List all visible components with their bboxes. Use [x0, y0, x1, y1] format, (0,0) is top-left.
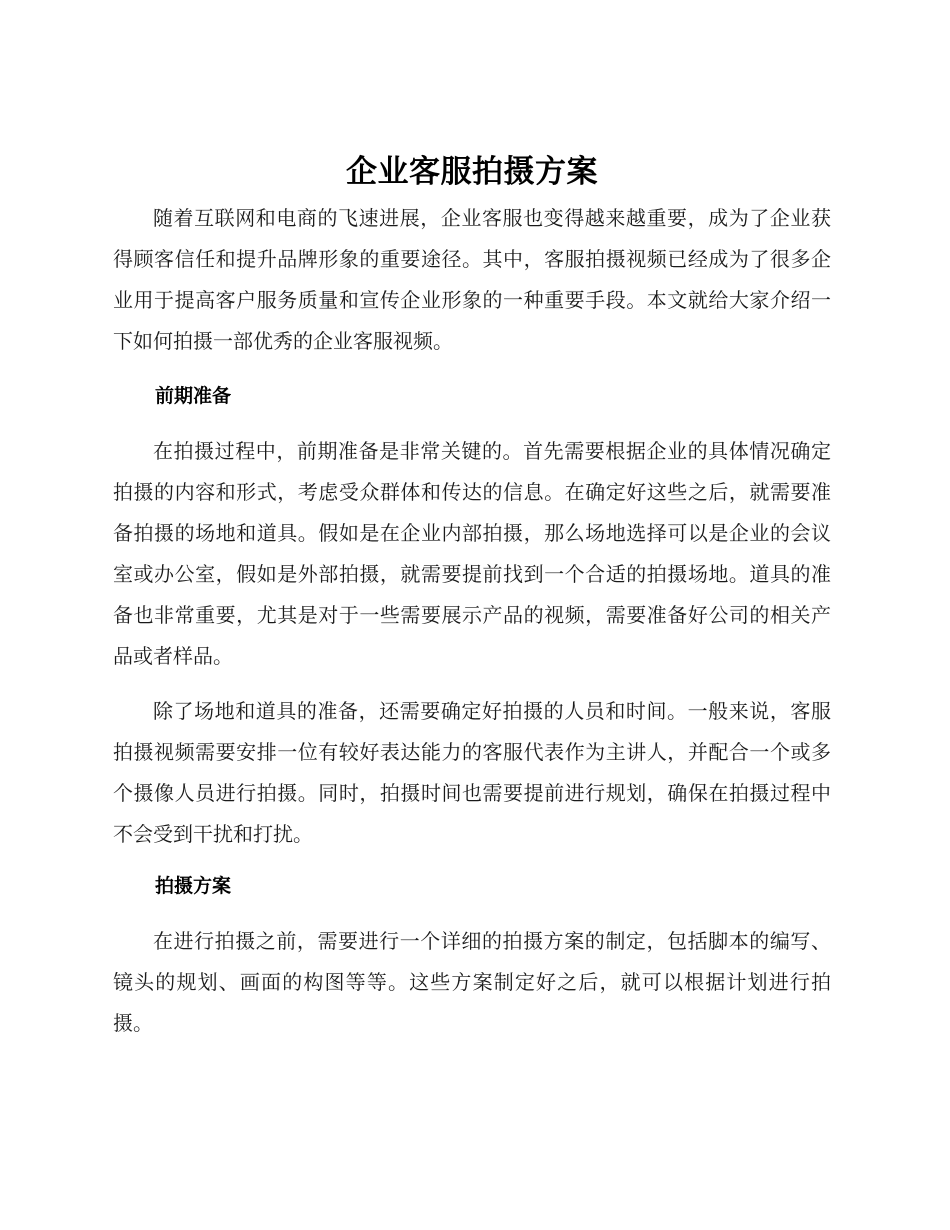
preparation-paragraph-2: 除了场地和道具的准备，还需要确定好拍摄的人员和时间。一般来说，客服拍摄视频需要安排一位有较好表达能力的客服代表作为主讲人，并配合一个或多个摄像人员进行拍摄。同时，拍摄时间也需要提前进行规划，确保在拍摄过程中不会受到干扰和打扰。	[113, 699, 831, 846]
document-body	[113, 152, 831, 1044]
preparation-paragraph-1: 在拍摄过程中，前期准备是非常关键的。首先需要根据企业的具体情况确定拍摄的内容和形式，考虑受众群体和传达的信息。在确定好这些之后，就需要准备拍摄的场地和道具。假如是在企业内部拍摄，那么场地选择可以是企业的会议室或办公室，假如是外部拍摄，就需要提前找到一个合适的拍摄场地。道具的准备也非常重要，尤其是对于一些需要展示产品的视频，需要准备好公司的相关产品或者样品。	[113, 439, 831, 668]
shooting-plan-paragraph-1: 在进行拍摄之前，需要进行一个详细的拍摄方案的制定，包括脚本的编写、镜头的规划、画面的构图等等。这些方案制定好之后，就可以根据计划进行拍摄。	[113, 929, 831, 1035]
intro-paragraph: 随着互联网和电商的飞速进展，企业客服也变得越来越重要，成为了企业获得顾客信任和提升品牌形象的重要途径。其中，客服拍摄视频已经成为了很多企业用于提高客户服务质量和宣传企业形象的一种重要手段。本文就给大家介绍一下如何拍摄一部优秀的企业客服视频。	[113, 206, 831, 353]
section-heading-preparation: 前期准备	[155, 385, 232, 407]
document-title: 企业客服拍摄方案	[346, 154, 598, 190]
section-heading-shooting-plan: 拍摄方案	[155, 875, 232, 897]
